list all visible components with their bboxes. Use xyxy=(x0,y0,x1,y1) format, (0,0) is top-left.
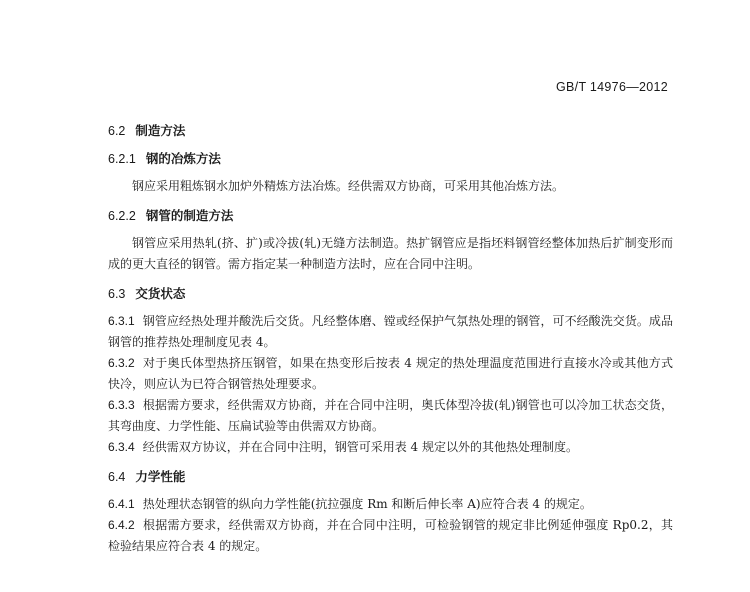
clause-number: 6.3.2 xyxy=(108,356,135,370)
section-title: 钢管的制造方法 xyxy=(145,208,234,223)
clause-text: 对于奥氏体型热挤压钢管，如果在热变形后按表 4 规定的热处理温度范围进行直接水冷或其他方式快冷，则应认为已符合钢管热处理要求。 xyxy=(108,356,673,391)
section-title: 交货状态 xyxy=(135,286,186,301)
section-title: 钢的冶炼方法 xyxy=(145,151,221,166)
section-number: 6.2.1 xyxy=(108,152,136,166)
clause-number: 6.3.1 xyxy=(108,314,135,328)
clause-text: 根据需方要求，经供需双方协商，并在合同中注明，可检验钢管的规定非比例延伸强度 Rp0.2，其检验结果应符合表 4 的规定。 xyxy=(108,518,673,553)
clause-text: 钢管应经热处理并酸洗后交货。凡经整体磨、镗或经保护气氛热处理的钢管，可不经酸洗交货。成品钢管的推荐热处理制度见表 4。 xyxy=(108,314,673,349)
section-heading-6-3 xyxy=(108,283,673,305)
document-body xyxy=(108,120,673,557)
clause-number: 6.3.3 xyxy=(108,398,135,412)
section-number: 6.2 xyxy=(108,124,126,138)
section-heading-6-2 xyxy=(108,120,673,142)
section-number: 6.2.2 xyxy=(108,209,136,223)
section-heading-6-2-2 xyxy=(108,205,673,227)
section-number: 6.3 xyxy=(108,287,126,301)
paragraph-6-3-1 xyxy=(108,311,673,353)
clause-text: 热处理状态钢管的纵向力学性能(抗拉强度 Rm 和断后伸长率 A)应符合表 4 的规定。 xyxy=(142,497,592,511)
clause-number: 6.3.4 xyxy=(108,440,135,454)
clause-number: 6.4.1 xyxy=(108,497,135,511)
paragraph-6-2-1: 钢应采用粗炼钢水加炉外精炼方法冶炼。经供需双方协商，可采用其他冶炼方法。 xyxy=(132,179,565,193)
section-title: 力学性能 xyxy=(135,469,186,484)
clause-number: 6.4.2 xyxy=(108,518,135,532)
section-heading-6-4 xyxy=(108,466,673,488)
section-title: 制造方法 xyxy=(135,123,186,138)
paragraph-6-4-2 xyxy=(108,515,673,557)
paragraph-6-3-3 xyxy=(108,395,673,437)
section-number: 6.4 xyxy=(108,470,126,484)
paragraph-6-4-1 xyxy=(108,494,673,515)
section-heading-6-2-1 xyxy=(108,148,673,170)
standard-number: GB/T 14976—2012 xyxy=(556,80,668,94)
paragraph-6-2-2: 钢管应采用热轧(挤、扩)或冷拔(轧)无缝方法制造。热扩钢管应是指坯料钢管经整体加热后扩制变形而成的更大直径的钢管。需方指定某一种制造方法时，应在合同中注明。 xyxy=(108,236,673,271)
paragraph-6-3-2 xyxy=(108,353,673,395)
clause-text: 根据需方要求，经供需双方协商，并在合同中注明，奥氏体型冷拔(轧)钢管也可以冷加工状态交货，其弯曲度、力学性能、压扁试验等由供需双方协商。 xyxy=(108,398,673,433)
clause-text: 经供需双方协议，并在合同中注明，钢管可采用表 4 规定以外的其他热处理制度。 xyxy=(142,440,578,454)
paragraph-6-3-4 xyxy=(108,437,673,458)
